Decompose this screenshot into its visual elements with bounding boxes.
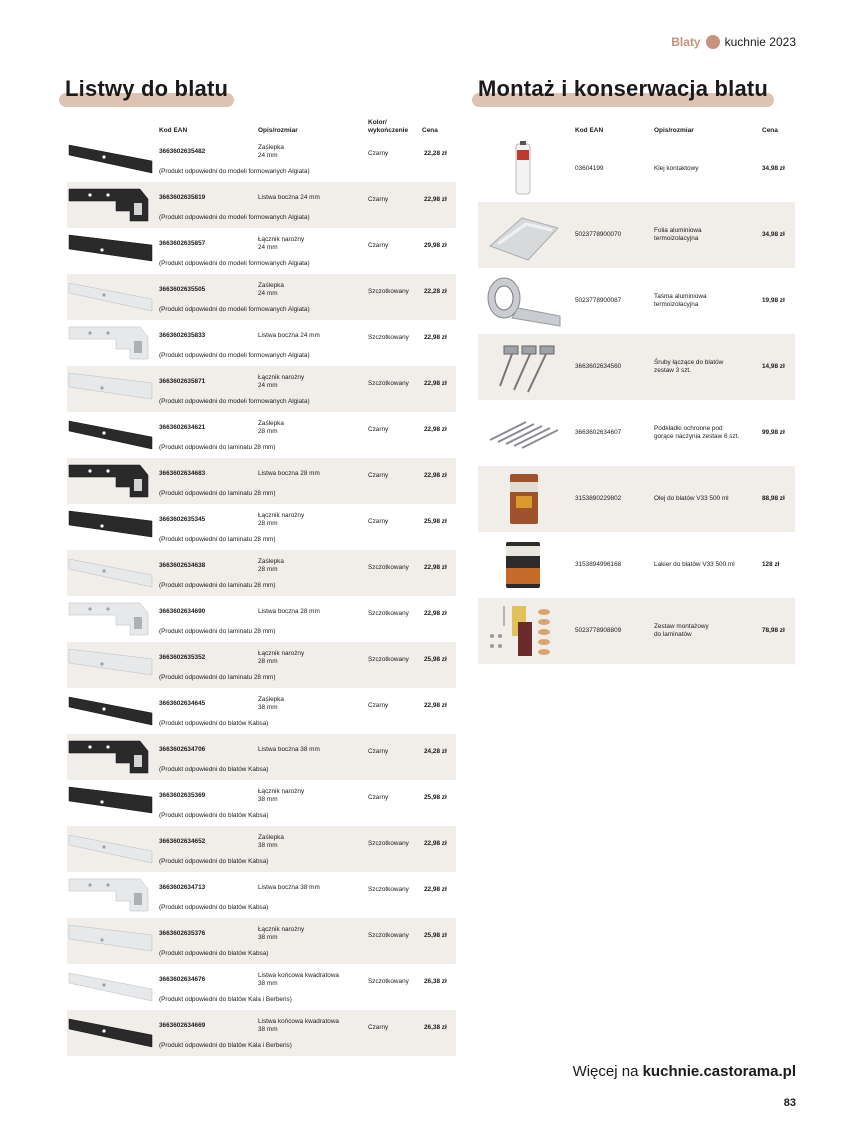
ean-code: 3663602634690: [159, 608, 206, 615]
table-row: [67, 366, 456, 412]
compatibility-note: (Produkt odpowiedni do blatów Kabsa): [159, 858, 269, 865]
edge-strip-image: [68, 461, 154, 501]
color-finish: Szczotkowany: [368, 656, 409, 663]
category-label: Blaty: [671, 35, 701, 49]
compatibility-note: (Produkt odpowiedni do laminatu 28 mm): [159, 582, 276, 589]
compatibility-note: (Produkt odpowiedni do modeli formowanych Algiata): [159, 398, 310, 405]
ean-code: 3153894996168: [575, 561, 622, 568]
ean-code: 3663602635345: [159, 516, 206, 523]
rods-icon: [482, 404, 564, 462]
price: 34,98 zł: [762, 165, 785, 172]
product-description: Łącznik narożny 38 mm: [258, 926, 305, 941]
product-description: Zaślepka 28 mm: [258, 558, 284, 573]
compatibility-note: (Produkt odpowiedni do blatów Kabsa): [159, 950, 269, 957]
table-row: [478, 532, 795, 598]
table-row: [478, 136, 795, 202]
edge-strip-image: [68, 139, 154, 179]
color-finish: Czarny: [368, 196, 389, 203]
compatibility-note: (Produkt odpowiedni do laminatu 28 mm): [159, 490, 276, 497]
price: 22,28 zł: [424, 150, 447, 157]
col-color: Kolor/ wykończenie: [368, 119, 409, 134]
website-link[interactable]: kuchnie.castorama.pl: [642, 1063, 796, 1080]
col-desc: Opis/rozmiar: [654, 127, 694, 134]
edge-strip-image: [68, 921, 154, 961]
color-finish: Szczotkowany: [368, 288, 409, 295]
ean-code: 3663602634621: [159, 424, 206, 431]
foil-sheet-icon: [482, 206, 564, 264]
table-row: [478, 400, 795, 466]
table-row: [67, 228, 456, 274]
compatibility-note: (Produkt odpowiedni do blatów Kabsa): [159, 720, 269, 727]
ean-code: 3663602634638: [159, 562, 206, 569]
table-row: [67, 412, 456, 458]
product-description: Łącznik narożny 24 mm: [258, 236, 305, 251]
mounting-kit-icon: [482, 602, 564, 660]
price: 25,98 zł: [424, 518, 447, 525]
product-description: Łącznik narożny 28 mm: [258, 512, 305, 527]
table-row: [67, 458, 456, 504]
price: 22,98 zł: [424, 702, 447, 709]
ean-code: 3663602635833: [159, 332, 206, 339]
edge-strips-table-header: [67, 118, 456, 136]
ean-code: 3663602634683: [159, 470, 206, 477]
edge-strip-image: [68, 967, 154, 1007]
ean-code: 3663602634560: [575, 363, 622, 370]
oil-can-icon: [482, 470, 564, 528]
color-finish: Czarny: [368, 794, 389, 801]
table-row: [67, 734, 456, 780]
footer-link[interactable]: Więcej na kuchnie.castorama.pl: [572, 1063, 796, 1080]
product-description: Listwa boczna 38 mm: [258, 746, 320, 753]
compatibility-note: (Produkt odpowiedni do laminatu 28 mm): [159, 674, 276, 681]
ean-code: 3663602635376: [159, 930, 206, 937]
price: 24,28 zł: [424, 748, 447, 755]
price: 14,98 zł: [762, 363, 785, 370]
edge-strip-image: [68, 415, 154, 455]
price: 22,98 zł: [424, 840, 447, 847]
edge-strip-image: [68, 185, 154, 225]
price: 34,98 zł: [762, 231, 785, 238]
color-finish: Szczotkowany: [368, 978, 409, 985]
compatibility-note: (Produkt odpowiedni do laminatu 28 mm): [159, 536, 276, 543]
table-row: [67, 550, 456, 596]
edge-strip-image: [68, 645, 154, 685]
table-row: [67, 1010, 456, 1056]
table-row: [478, 466, 795, 532]
table-row: [67, 274, 456, 320]
compatibility-note: (Produkt odpowiedni do modeli formowanych Algiata): [159, 306, 310, 313]
color-finish: Czarny: [368, 518, 389, 525]
ean-code: 3663602634652: [159, 838, 206, 845]
color-finish: Szczotkowany: [368, 564, 409, 571]
price: 19,98 zł: [762, 297, 785, 304]
product-description: Łącznik narożny 24 mm: [258, 374, 305, 389]
color-finish: Szczotkowany: [368, 840, 409, 847]
compatibility-note: (Produkt odpowiedni do modeli formowanych Algiata): [159, 352, 310, 359]
ean-code: 3663602635857: [159, 240, 206, 247]
edge-strip-image: [68, 829, 154, 869]
ean-code: 5023778900070: [575, 231, 622, 238]
ean-code: 3153890229802: [575, 495, 622, 502]
edge-strip-image: [68, 691, 154, 731]
color-finish: Czarny: [368, 1024, 389, 1031]
product-description: Listwa boczna 28 mm: [258, 608, 320, 615]
mounting-table: [478, 118, 795, 664]
compatibility-note: (Produkt odpowiedni do blatów Kala i Berberis): [159, 996, 292, 1003]
product-description: Klej kontaktowy: [654, 165, 699, 172]
col-price: Cena: [422, 126, 438, 134]
product-description: Olej do blatów V33 500 ml: [654, 495, 729, 502]
table-row: [67, 642, 456, 688]
product-description: Listwa boczna 24 mm: [258, 194, 320, 201]
price: 25,98 zł: [424, 932, 447, 939]
table-row: [67, 688, 456, 734]
ean-code: 3663602635369: [159, 792, 206, 799]
edge-strip-image: [68, 277, 154, 317]
price: 22,98 zł: [424, 472, 447, 479]
color-finish: Szczotkowany: [368, 380, 409, 387]
color-finish: Szczotkowany: [368, 334, 409, 341]
table-row: [67, 780, 456, 826]
compatibility-note: (Produkt odpowiedni do modeli formowanych Algiata): [159, 168, 310, 175]
color-finish: Czarny: [368, 150, 389, 157]
product-description: Listwa boczna 28 mm: [258, 470, 320, 477]
table-row: [67, 504, 456, 550]
color-finish: Szczotkowany: [368, 610, 409, 617]
ean-code: 3663602634669: [159, 1022, 206, 1029]
edge-strip-image: [68, 507, 154, 547]
price: 99,98 zł: [762, 429, 785, 436]
edge-strip-image: [68, 783, 154, 823]
price: 22,98 zł: [424, 610, 447, 617]
product-description: Listwa boczna 24 mm: [258, 332, 320, 339]
product-description: Taśma aluminiowa termoizolacyjna: [654, 293, 707, 308]
color-finish: Czarny: [368, 242, 389, 249]
color-finish: Szczotkowany: [368, 886, 409, 893]
edge-strip-image: [68, 231, 154, 271]
ean-code: 3663602634706: [159, 746, 206, 753]
ean-code: 3663602635819: [159, 194, 206, 201]
ean-code: 3663602635505: [159, 286, 206, 293]
ean-code: 03604199: [575, 165, 604, 172]
edge-strip-image: [68, 323, 154, 363]
price: 22,98 zł: [424, 426, 447, 433]
product-description: Śruby łączące do blatów zestaw 3 szt.: [654, 359, 724, 374]
product-description: Zaślepka 24 mm: [258, 144, 284, 159]
product-description: Listwa boczna 38 mm: [258, 884, 320, 891]
edge-strip-image: [68, 875, 154, 915]
price: 22,98 zł: [424, 564, 447, 571]
product-description: Listwa końcowa kwadratowa 38 mm: [258, 972, 339, 987]
price: 88,98 zł: [762, 495, 785, 502]
tape-roll-icon: [482, 272, 564, 330]
table-row: [67, 136, 456, 182]
ean-code: 5023778900087: [575, 297, 622, 304]
product-description: Łącznik narożny 38 mm: [258, 788, 305, 803]
color-finish: Czarny: [368, 702, 389, 709]
price: 26,38 zł: [424, 978, 447, 985]
price: 22,98 zł: [424, 380, 447, 387]
table-row: [67, 918, 456, 964]
product-description: Zestaw montażowy do laminatów: [654, 623, 709, 638]
right-section-title: Montaż i konserwacja blatu: [478, 76, 768, 102]
category-dot-icon: [706, 35, 720, 49]
ean-code: 3663602634676: [159, 976, 206, 983]
edge-strip-image: [68, 1013, 154, 1053]
price: 22,98 zł: [424, 334, 447, 341]
catalog-title: kuchnie 2023: [724, 35, 796, 49]
compatibility-note: (Produkt odpowiedni do laminatu 28 mm): [159, 444, 276, 451]
glue-tube-icon: [482, 140, 564, 198]
ean-code: 3663602634713: [159, 884, 206, 891]
bolts-icon: [482, 338, 564, 396]
table-row: [67, 964, 456, 1010]
price: 25,98 zł: [424, 656, 447, 663]
mounting-table-header: [478, 118, 795, 136]
varnish-can-icon: [482, 536, 564, 594]
left-section-title: Listwy do blatu: [65, 76, 228, 102]
col-desc: Opis/rozmiar: [258, 126, 298, 134]
ean-code: 3663602634607: [575, 429, 622, 436]
ean-code: 5023778908809: [575, 627, 622, 634]
section-header: [671, 35, 796, 49]
price: 22,98 zł: [424, 196, 447, 203]
price: 25,98 zł: [424, 794, 447, 801]
col-ean: Kod EAN: [159, 126, 188, 134]
page-number: 83: [783, 1097, 796, 1109]
compatibility-note: (Produkt odpowiedni do blatów Kala i Berberis): [159, 1042, 292, 1049]
compatibility-note: (Produkt odpowiedni do blatów Kabsa): [159, 766, 269, 773]
col-ean: Kod EAN: [575, 127, 604, 134]
table-row: [478, 334, 795, 400]
product-description: Zaślepka 28 mm: [258, 420, 284, 435]
color-finish: Szczotkowany: [368, 932, 409, 939]
price: 29,98 zł: [424, 242, 447, 249]
price: 22,98 zł: [424, 886, 447, 893]
price: 78,98 zł: [762, 627, 785, 634]
product-description: Zaślepka 24 mm: [258, 282, 284, 297]
table-row: [67, 596, 456, 642]
edge-strip-image: [68, 599, 154, 639]
ean-code: 3663602634645: [159, 700, 206, 707]
edge-strips-table: [67, 118, 456, 1056]
product-description: Lakier do blatów V33 500 ml: [654, 561, 735, 568]
compatibility-note: (Produkt odpowiedni do blatów Kabsa): [159, 904, 269, 911]
color-finish: Czarny: [368, 472, 389, 479]
table-row: [67, 182, 456, 228]
compatibility-note: (Produkt odpowiedni do blatów Kabsa): [159, 812, 269, 819]
ean-code: 3663602635482: [159, 148, 206, 155]
color-finish: Czarny: [368, 748, 389, 755]
price: 128 zł: [762, 561, 780, 568]
table-row: [67, 872, 456, 918]
ean-code: 3663602635352: [159, 654, 206, 661]
product-description: Podkładki ochronne pod gorące naczynia zestaw 6 szt.: [654, 425, 740, 440]
compatibility-note: (Produkt odpowiedni do modeli formowanych Algiata): [159, 260, 310, 267]
compatibility-note: (Produkt odpowiedni do laminatu 28 mm): [159, 628, 276, 635]
edge-strip-image: [68, 553, 154, 593]
product-description: Zaślepka 38 mm: [258, 834, 284, 849]
table-row: [67, 320, 456, 366]
product-description: Listwa końcowa kwadratowa 38 mm: [258, 1018, 339, 1033]
price: 22,28 zł: [424, 288, 447, 295]
ean-code: 3663602635871: [159, 378, 206, 385]
color-finish: Czarny: [368, 426, 389, 433]
table-row: [67, 826, 456, 872]
compatibility-note: (Produkt odpowiedni do modeli formowanych Algiata): [159, 214, 310, 221]
col-price: Cena: [762, 127, 778, 134]
table-row: [478, 202, 795, 268]
product-description: Folia aluminiowa termoizolacyjna: [654, 227, 702, 242]
table-row: [478, 268, 795, 334]
table-row: [478, 598, 795, 664]
product-description: Łącznik narożny 28 mm: [258, 650, 305, 665]
product-description: Zaślepka 38 mm: [258, 696, 284, 711]
edge-strip-image: [68, 737, 154, 777]
edge-strip-image: [68, 369, 154, 409]
price: 26,38 zł: [424, 1024, 447, 1031]
